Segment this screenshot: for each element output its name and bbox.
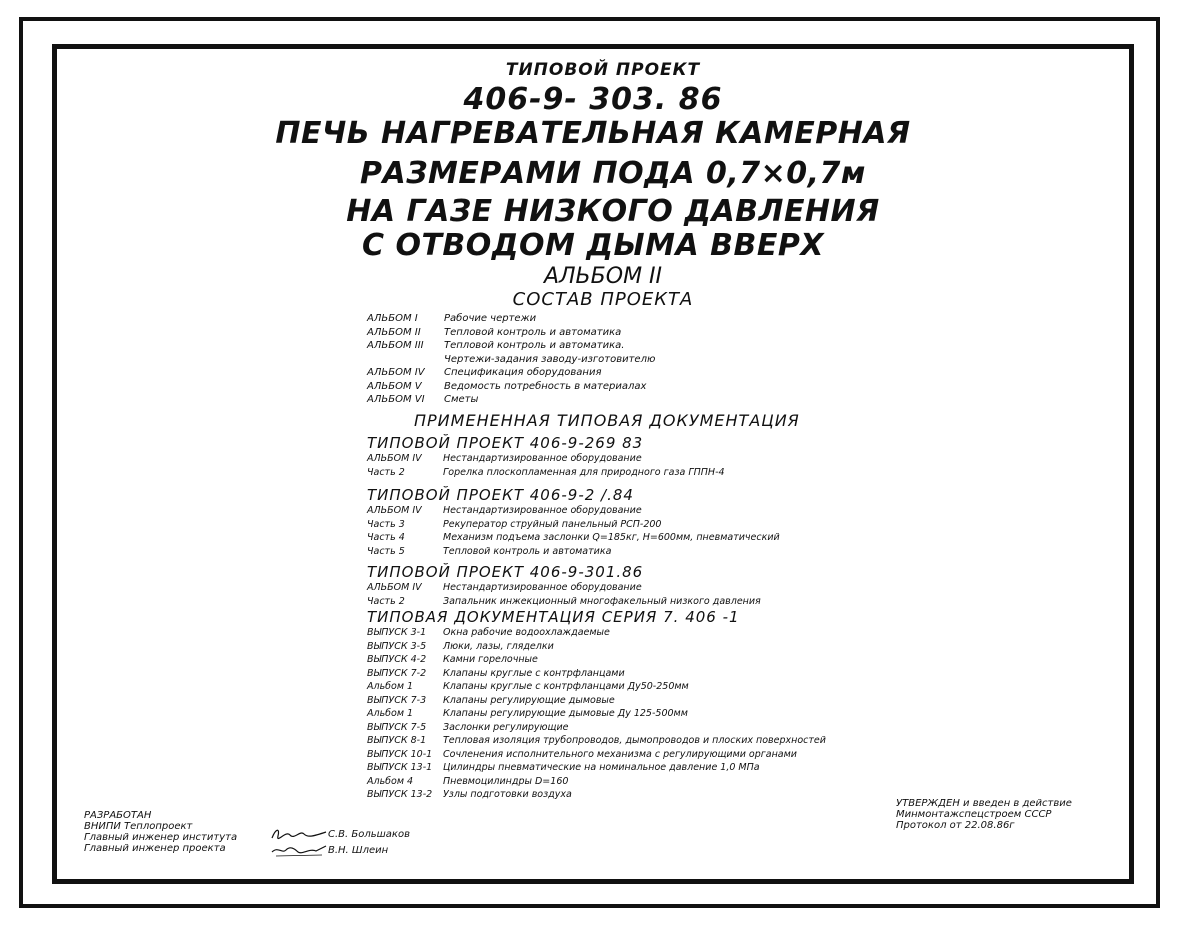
list-item: ВЫПУСК 7-5 Заслонки регулирующие — [367, 721, 569, 733]
list-item: ВЫПУСК 8-1 Тепловая изоляция трубопроводов, дымопроводов и плоских поверхностей — [367, 735, 826, 746]
title-line-2: РАЗМЕРАМИ ПОДА 0,7×0,7м — [360, 156, 866, 191]
list-item: Часть 5 Тепловой контроль и автоматика — [367, 545, 612, 557]
list-item: ВЫПУСК 10-1 Сочленения исполнительного механизма с регулирующими органами — [367, 748, 797, 760]
list-item: ВЫПУСК 3-5 Люки, лазы, гляделки — [367, 640, 554, 652]
list-item: ВЫПУСК 4-2 Камни горелочные — [367, 654, 538, 665]
list-item: АЛЬБОМ IV Нестандартизированное оборудование — [367, 582, 642, 593]
list-item: Альбом 1 Клапаны регулирующие дымовые Ду 125-500мм — [367, 708, 688, 719]
approval-block: УТВЕРЖДЕН и введен в действие Минмонтажспецстроем СССР Протокол от 22.08.86г — [896, 798, 1072, 831]
project-section-2: ТИПОВОЙ ПРОЕКТ 406-9-2 /.84 АЛЬБОМ IV Нестандартизированное оборудование Часть 3 Рекуператор струйный панельный РСП-200 Часть 4 Механизм подъема заслонки Q=185кг, Н=600мм, пневматический Часть 5 Тепловой контроль и автоматика — [367, 486, 780, 557]
list-item: АЛЬБОМ I Рабочие чертежи — [367, 313, 537, 324]
list-item: Часть 2 Горелка плоскопламенная для природного газа ГППН-4 — [367, 466, 725, 478]
list-item: АЛЬБОМ III Тепловой контроль и автоматика. — [367, 340, 625, 351]
applied-docs-heading: ПРИМЕНЕННАЯ ТИПОВАЯ ДОКУМЕНТАЦИЯ — [414, 411, 800, 430]
signature-1-icon — [270, 826, 328, 842]
list-item: ВЫПУСК 3-1 Окна рабочие водоохлаждаемые — [367, 627, 610, 638]
project-section-1: ТИПОВОЙ ПРОЕКТ 406-9-269 83 АЛЬБОМ IV Нестандартизированное оборудование Часть 2 Горелка плоскопламенная для природного газа ГППН-4 — [367, 434, 725, 478]
list-item: АЛЬБОМ IV Нестандартизированное оборудование — [367, 453, 642, 464]
list-item: АЛЬБОМ IV Нестандартизированное оборудование — [367, 505, 642, 516]
list-item: ВЫПУСК 13-1 Цилиндры пневматические на номинальное давление 1,0 МПа — [367, 762, 760, 773]
list-item: АЛЬБОМ VI Сметы — [367, 394, 479, 405]
composition-heading: СОСТАВ ПРОЕКТА — [512, 289, 694, 310]
title-line-3: НА ГАЗЕ НИЗКОГО ДАВЛЕНИЯ — [346, 194, 880, 229]
list-item: Часть 3 Рекуператор струйный панельный РСП-200 — [367, 518, 662, 530]
signatures-block: С.В. Большаков В.Н. Шлеин — [270, 826, 410, 858]
project-number: 406-9- 303. 86 — [463, 82, 723, 117]
album-title: АЛЬБОМ II — [543, 264, 663, 289]
list-item: АЛЬБОМ II Тепловой контроль и автоматика — [367, 326, 622, 338]
list-item: АЛЬБОМ IV Спецификация оборудования — [367, 367, 602, 378]
list-item: Чертежи-задания заводу-изготовителю — [444, 353, 656, 365]
list-item: Часть 2 Запальник инжекционный многофакельный низкого давления — [367, 595, 761, 607]
project-section-3: ТИПОВОЙ ПРОЕКТ 406-9-301.86 АЛЬБОМ IV Нестандартизированное оборудование Часть 2 Запальник инжекционный многофакельный низкого давления — [367, 563, 761, 607]
list-item: Альбом 1 Клапаны круглые с контрфланцами Ду50-250мм — [367, 681, 689, 692]
list-item: Часть 4 Механизм подъема заслонки Q=185кг, Н=600мм, пневматический — [367, 532, 780, 543]
title-line-1: ПЕЧЬ НАГРЕВАТЕЛЬНАЯ КАМЕРНАЯ — [275, 116, 911, 151]
project-type-heading: ТИПОВОЙ ПРОЕКТ — [505, 60, 701, 80]
list-item: ВЫПУСК 13-2 Узлы подготовки воздуха — [367, 789, 572, 800]
list-item: Альбом 4 Пневмоцилиндры D=160 — [367, 775, 569, 787]
developer-block: РАЗРАБОТАН ВНИПИ Теплопроект Главный инженер института Главный инженер проекта — [84, 810, 238, 854]
composition-list — [367, 312, 655, 407]
list-item: АЛЬБОМ V Ведомость потребность в материалах — [367, 380, 647, 392]
title-line-4: С ОТВОДОМ ДЫМА ВВЕРХ — [362, 228, 824, 263]
project-section-4: ТИПОВАЯ ДОКУМЕНТАЦИЯ СЕРИЯ 7. 406 -1 ВЫПУСК 3-1 Окна рабочие водоохлаждаемые ВЫПУСК 3-5 Люки, лазы, гляделки ВЫПУСК 4-2 Камни горелочные ВЫПУСК 7-2 Клапаны круглые с контрфланцами Альбом 1 Клапаны круглые с контрфланцами Ду50-250мм ВЫПУСК 7-3 Клапаны регулирующие дымовые Альбом 1 Клапаны регулирующие дымовые Ду 125-500мм ВЫПУСК 7-5 Заслонки регулирующие ВЫПУСК 8-1 Тепловая изоляция трубопроводов, дымопроводов и плоских поверхностей ВЫПУСК 10-1 Сочленения исполнительного механизма с регулирующими органами ВЫПУСК 13-1 Цилиндры пневматические на номинальное давление 1,0 МПа Альбом 4 Пневмоцилиндры D=160 ВЫПУСК 13-2 Узлы подготовки воздуха — [367, 608, 826, 800]
signature-2-icon — [270, 842, 328, 858]
list-item: ВЫПУСК 7-3 Клапаны регулирующие дымовые — [367, 694, 615, 706]
list-item: ВЫПУСК 7-2 Клапаны круглые с контрфланцами — [367, 667, 625, 679]
